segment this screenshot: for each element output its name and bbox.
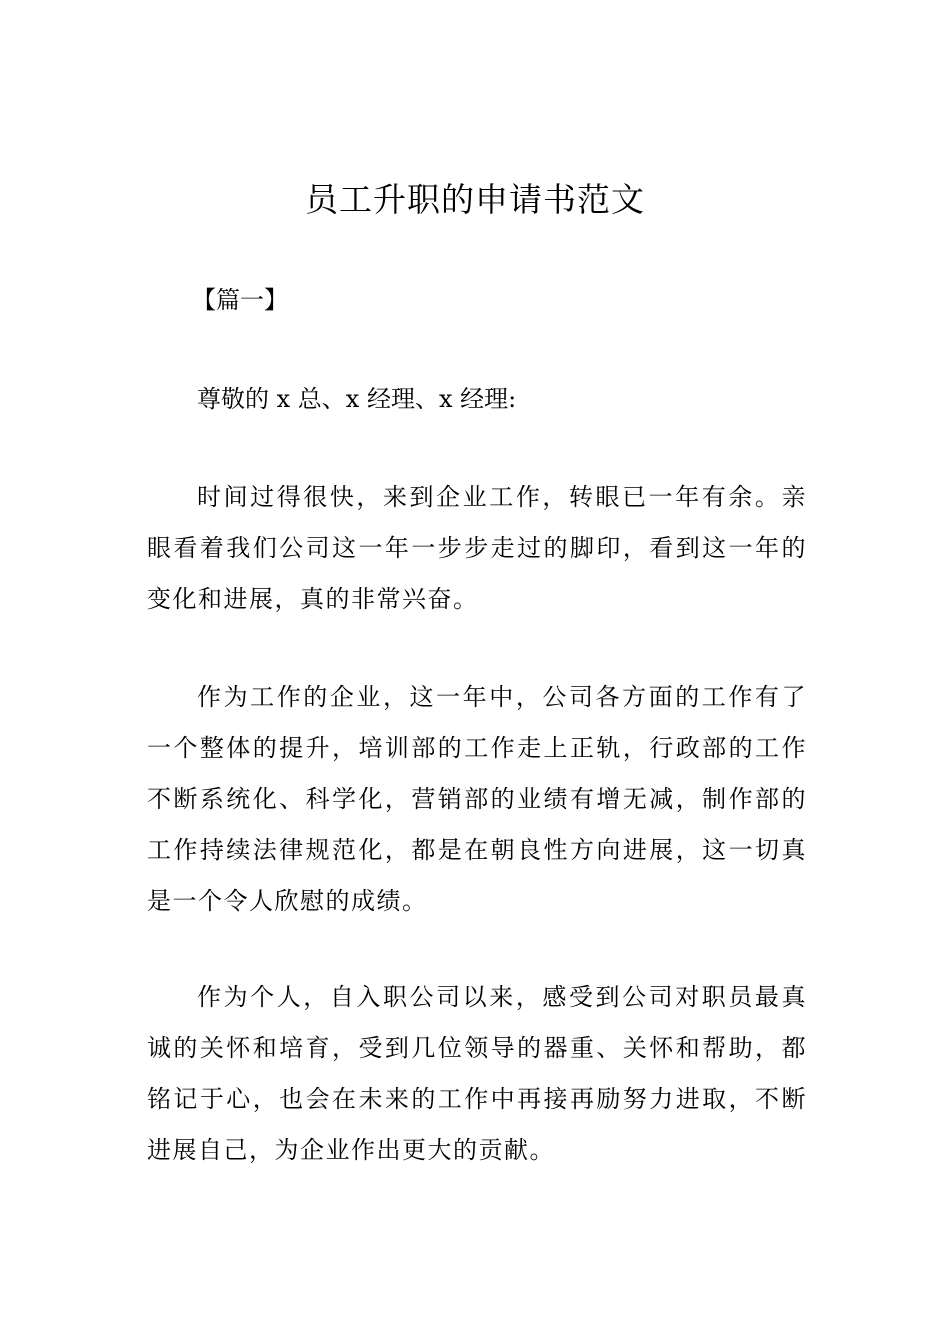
- body-paragraph: 作为个人，自入职公司以来，感受到公司对职员最真诚的关怀和培育，受到几位领导的器重、关怀和帮助，都铭记于心，也会在未来的工作中再接再励努力进取，不断进展自己，为企业作出更大的贡献。: [147, 983, 807, 1164]
- document-title: 员工升职的申请书范文: [305, 180, 645, 219]
- salutation: 尊敬的 x 总、x 经理、x 经理:: [197, 385, 517, 413]
- body-paragraph: 作为工作的企业，这一年中，公司各方面的工作有了一个整体的提升，培训部的工作走上正轨，行政部的工作不断系统化、科学化，营销部的业绩有增无减，制作部的工作持续法律规范化，都是在朝良性方向进展，这一切真是一个令人欣慰的成绩。: [147, 683, 807, 915]
- section-label: 【篇一】: [192, 286, 288, 314]
- body-paragraph: 时间过得很快，来到企业工作，转眼已一年有余。亲眼看着我们公司这一年一步步走过的脚印，看到这一年的变化和进展，真的非常兴奋。: [147, 483, 807, 613]
